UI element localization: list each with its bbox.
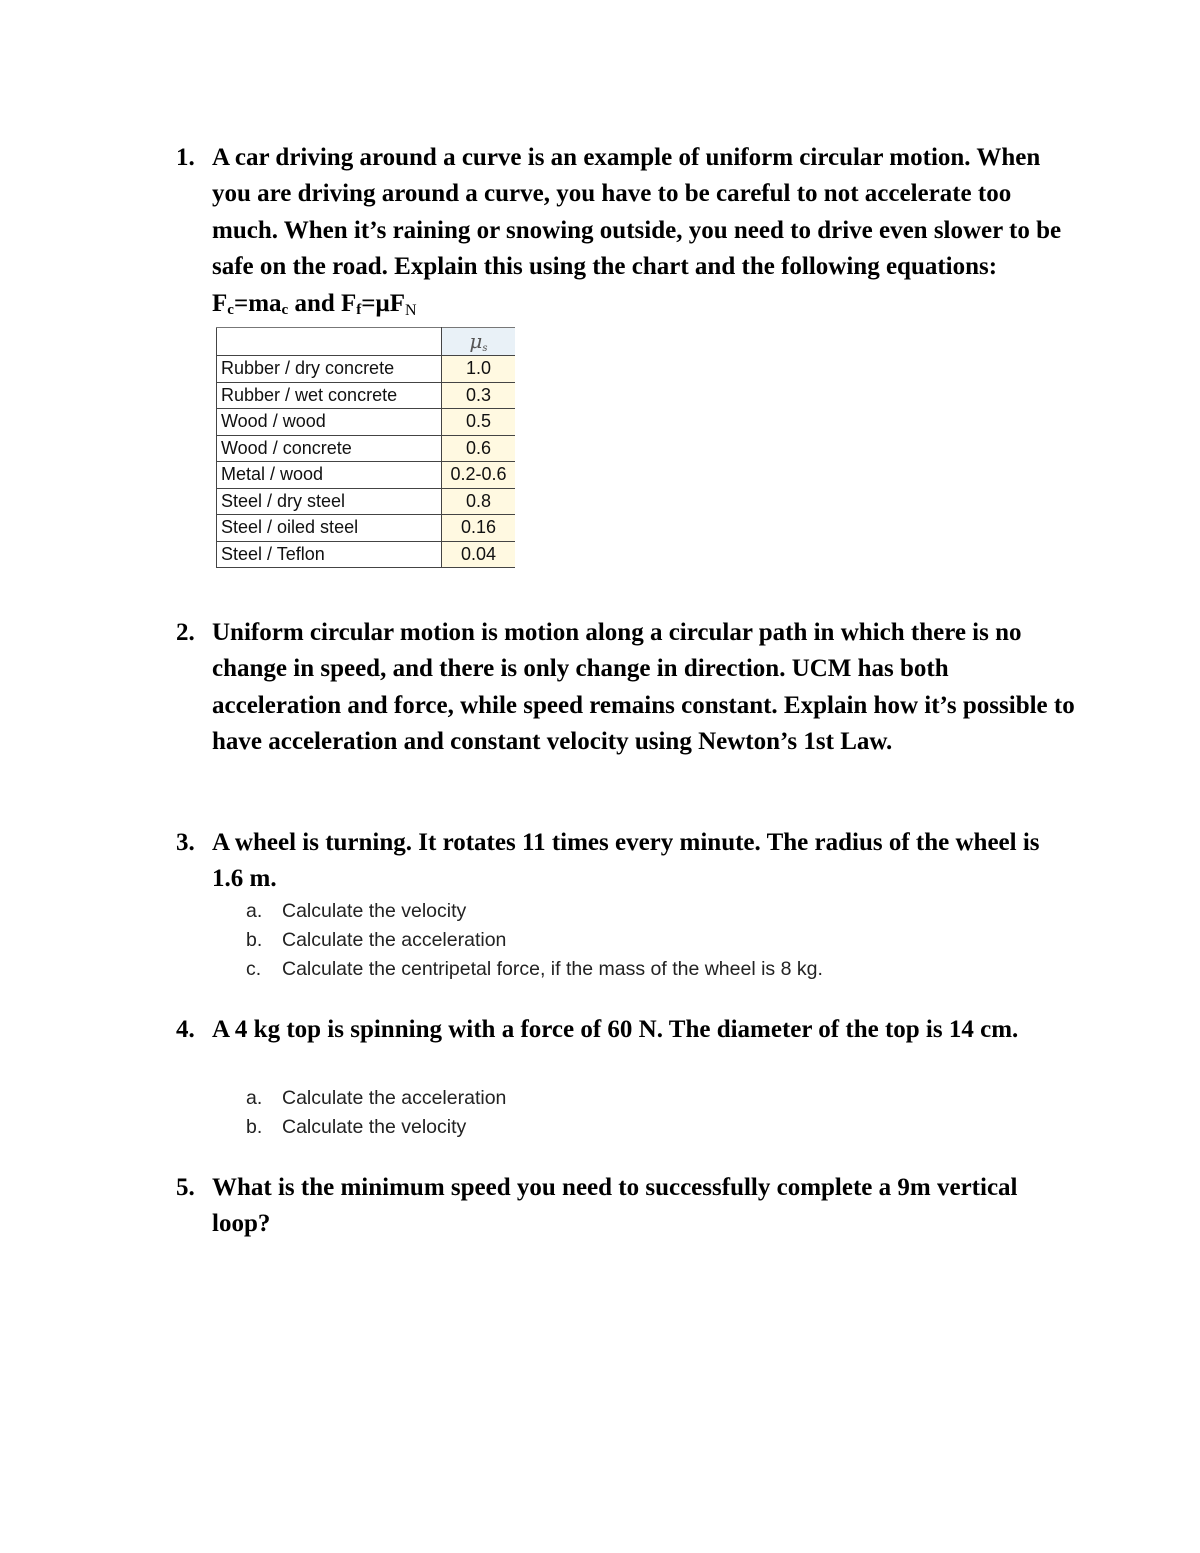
table-row bbox=[217, 356, 516, 383]
question-3 bbox=[176, 825, 1076, 898]
part-letter: a. bbox=[246, 1087, 263, 1109]
mu-subscript: s bbox=[482, 343, 488, 354]
question-number: 2. bbox=[176, 619, 195, 646]
material-cell: Steel / dry steel bbox=[217, 488, 442, 515]
part-text: Calculate the velocity bbox=[282, 900, 467, 922]
question-text bbox=[212, 140, 1076, 322]
coefficient-cell: 0.3 bbox=[442, 382, 516, 409]
part-letter: a. bbox=[246, 900, 263, 922]
eq1-subscript: c bbox=[227, 301, 234, 318]
question-text: Uniform circular motion is motion along a circular path in which there is no change in speed, and there is only change in direction. UCM has both acceleration and force, while speed remains constant. Explain how it’s possible to have acceleration and constant velocity using Newton’s 1st Law. bbox=[212, 619, 1075, 756]
question-4 bbox=[176, 1012, 1076, 1048]
part-letter: b. bbox=[246, 929, 263, 951]
material-cell: Rubber / dry concrete bbox=[217, 356, 442, 383]
material-cell: Rubber / wet concrete bbox=[217, 382, 442, 409]
eq2-force-symbol: F bbox=[341, 289, 357, 317]
coefficient-cell: 0.2-0.6 bbox=[442, 462, 516, 489]
table-row bbox=[217, 541, 516, 568]
mu-symbol: μ bbox=[469, 329, 483, 353]
question-1-prompt: A car driving around a curve is an example of uniform circular motion. When you are driving around a curve, you have to be careful to not accelerate too much. When it’s raining or snowing outside, you need to drive even slower to be safe on the road. Explain this using the chart and the following equations: bbox=[212, 144, 1062, 281]
question-text: A 4 kg top is spinning with a force of 60 N. The diameter of the top is 14 cm. bbox=[212, 1016, 1019, 1043]
question-1 bbox=[176, 140, 1076, 322]
table-row bbox=[217, 488, 516, 515]
table-header-row bbox=[217, 328, 516, 356]
table-row bbox=[217, 382, 516, 409]
question-text: A wheel is turning. It rotates 11 times every minute. The radius of the wheel is 1.6 m. bbox=[212, 829, 1040, 893]
question-2 bbox=[176, 615, 1076, 761]
question-5 bbox=[176, 1170, 1076, 1243]
part-text: Calculate the centripetal force, if the mass of the wheel is 8 kg. bbox=[282, 958, 823, 980]
equation-friction bbox=[341, 290, 417, 317]
coefficient-cell: 0.16 bbox=[442, 515, 516, 542]
material-cell: Steel / Teflon bbox=[217, 541, 442, 568]
material-cell: Wood / wood bbox=[217, 409, 442, 436]
part-text: Calculate the acceleration bbox=[282, 1087, 507, 1109]
equation-centripetal bbox=[212, 290, 288, 317]
table-row bbox=[217, 435, 516, 462]
material-cell: Metal / wood bbox=[217, 462, 442, 489]
material-cell: Wood / concrete bbox=[217, 435, 442, 462]
table-row bbox=[217, 462, 516, 489]
question-number: 4. bbox=[176, 1016, 195, 1043]
eq2-subscript: f bbox=[356, 301, 362, 318]
eq1-force-symbol: F bbox=[212, 289, 228, 317]
table-header-blank bbox=[217, 328, 442, 356]
eq1-subscript-2: c bbox=[281, 301, 289, 318]
eq2-rhs: =μF bbox=[361, 289, 405, 317]
table-header-mu bbox=[442, 328, 516, 356]
coefficient-cell: 0.6 bbox=[442, 435, 516, 462]
part-text: Calculate the acceleration bbox=[282, 929, 507, 951]
part-text: Calculate the velocity bbox=[282, 1116, 467, 1138]
table-row bbox=[217, 409, 516, 436]
eq-conjunction: and bbox=[288, 289, 342, 317]
material-cell: Steel / oiled steel bbox=[217, 515, 442, 542]
part-letter: b. bbox=[246, 1116, 263, 1138]
eq2-subscript-2: N bbox=[405, 301, 417, 319]
question-number: 5. bbox=[176, 1174, 195, 1201]
eq1-rhs: =ma bbox=[233, 289, 282, 317]
coefficient-cell: 0.04 bbox=[442, 541, 516, 568]
question-text: What is the minimum speed you need to successfully complete a 9m vertical loop? bbox=[212, 1174, 1018, 1238]
friction-coefficient-table bbox=[216, 327, 515, 568]
part-letter: c. bbox=[246, 958, 262, 980]
coefficient-cell: 0.5 bbox=[442, 409, 516, 436]
question-number: 1. bbox=[176, 144, 195, 171]
coefficient-cell: 0.8 bbox=[442, 488, 516, 515]
table-row bbox=[217, 515, 516, 542]
question-number: 3. bbox=[176, 829, 195, 856]
coefficient-cell: 1.0 bbox=[442, 356, 516, 383]
